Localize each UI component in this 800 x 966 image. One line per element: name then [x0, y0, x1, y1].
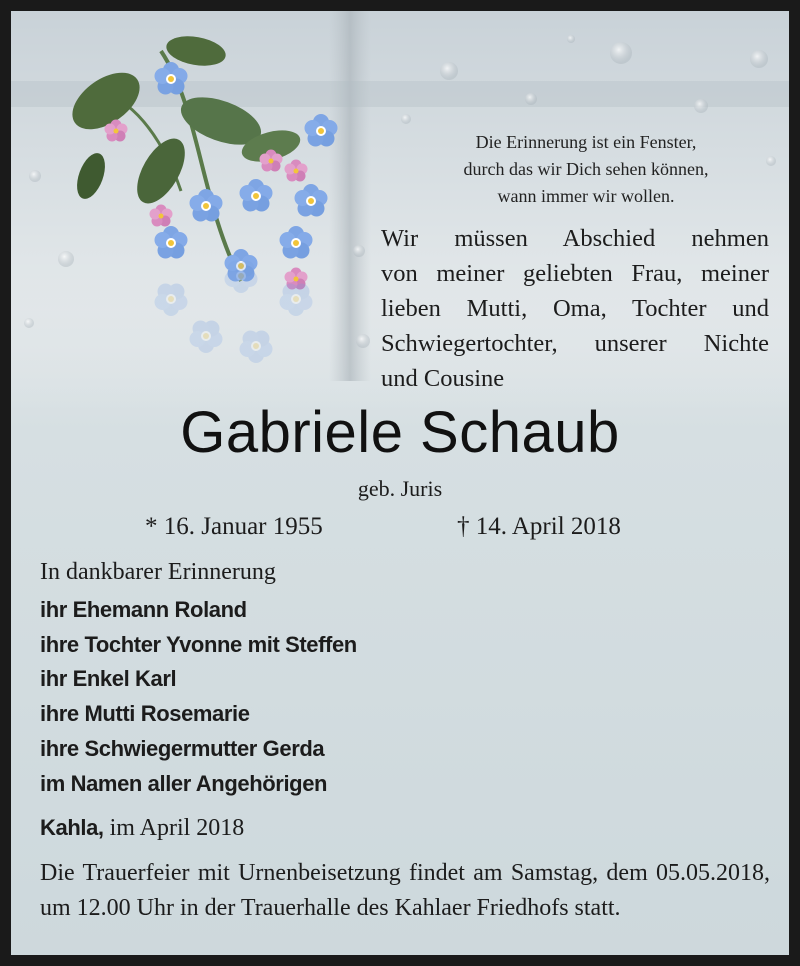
- mourner-line: ihre Mutti Rosemarie: [40, 701, 250, 727]
- farewell-line: und Cousine: [381, 365, 505, 392]
- farewell-line: von meiner geliebten Frau, meiner: [381, 260, 769, 287]
- farewell-line: Schwiegertochter, unserer Nichte: [381, 330, 769, 357]
- farewell-line: lieben Mutti, Oma, Tochter und: [381, 295, 769, 322]
- place-date: [40, 811, 244, 845]
- mourners-intro: In dankbarer Erinnerung: [40, 559, 276, 585]
- quote-line: durch das wir Dich sehen können,: [463, 159, 709, 179]
- mourner-line: im Namen aller Angehörigen: [40, 770, 328, 796]
- birth-date: * 16. Januar 1955: [145, 513, 323, 540]
- mourner-line: ihre Schwiegermutter Gerda: [40, 735, 325, 761]
- mourners-list: [40, 593, 357, 801]
- place-town: Kahla,: [40, 815, 104, 840]
- quote-line: Die Erinnerung ist ein Fenster,: [475, 132, 697, 152]
- memorial-quote: [391, 129, 781, 210]
- mourner-line: ihre Tochter Yvonne mit Steffen: [40, 631, 357, 657]
- farewell-line: Wir müssen Abschied nehmen: [381, 225, 769, 252]
- mourner-line: ihr Ehemann Roland: [40, 597, 247, 622]
- mourner-line: ihr Enkel Karl: [40, 666, 177, 692]
- death-date: † 14. April 2018: [457, 513, 621, 540]
- funeral-service-info: Die Trauerfeier mit Urnenbeisetzung findet am Samstag, dem 05.05.2018, um 12.00 Uhr in der Trauerhalle des Kahlaer Friedhofs statt.: [40, 860, 770, 921]
- farewell-text: [381, 221, 769, 396]
- deceased-name: Gabriele Schaub: [180, 400, 620, 465]
- quote-line: wann immer wir wollen.: [497, 186, 675, 206]
- birth-name: geb. Juris: [357, 476, 443, 501]
- place-month: im April 2018: [109, 815, 245, 841]
